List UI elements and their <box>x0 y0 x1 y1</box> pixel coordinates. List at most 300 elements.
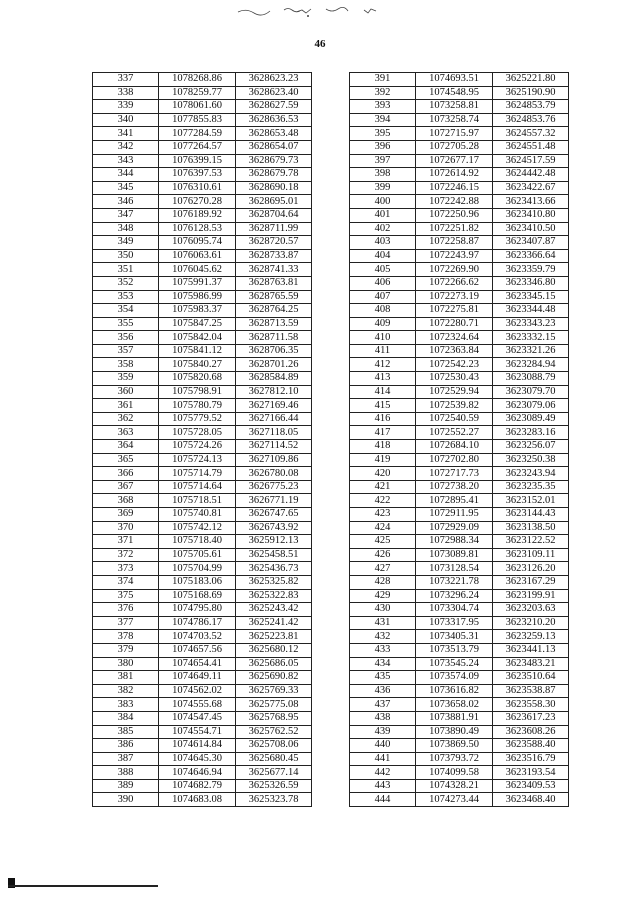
point-number-cell: 339 <box>93 100 159 114</box>
y-coordinate-cell: 3624853.76 <box>493 113 569 127</box>
table-row <box>93 535 312 549</box>
table-row <box>350 589 569 603</box>
table-row <box>93 739 312 753</box>
point-number-cell: 357 <box>93 344 159 358</box>
x-coordinate-cell: 1072363.84 <box>416 344 493 358</box>
table-row <box>350 249 569 263</box>
y-coordinate-cell: 3628733.87 <box>236 249 312 263</box>
table-row <box>93 100 312 114</box>
point-number-cell: 415 <box>350 399 416 413</box>
point-number-cell: 398 <box>350 168 416 182</box>
x-coordinate-cell: 1074554.71 <box>159 725 236 739</box>
x-coordinate-cell: 1074657.56 <box>159 643 236 657</box>
table-row <box>350 426 569 440</box>
point-number-cell: 355 <box>93 317 159 331</box>
x-coordinate-cell: 1072911.95 <box>416 508 493 522</box>
table-row <box>93 317 312 331</box>
point-number-cell: 432 <box>350 630 416 644</box>
y-coordinate-cell: 3623441.13 <box>493 643 569 657</box>
x-coordinate-cell: 1073513.79 <box>416 643 493 657</box>
y-coordinate-cell: 3628706.35 <box>236 344 312 358</box>
x-coordinate-cell: 1072324.64 <box>416 331 493 345</box>
point-number-cell: 338 <box>93 86 159 100</box>
point-number-cell: 353 <box>93 290 159 304</box>
point-number-cell: 418 <box>350 440 416 454</box>
y-coordinate-cell: 3623538.87 <box>493 684 569 698</box>
point-number-cell: 439 <box>350 725 416 739</box>
point-number-cell: 413 <box>350 372 416 386</box>
table-row <box>350 684 569 698</box>
y-coordinate-cell: 3623321.26 <box>493 344 569 358</box>
point-number-cell: 442 <box>350 766 416 780</box>
table-row <box>350 793 569 807</box>
y-coordinate-cell: 3625690.82 <box>236 671 312 685</box>
table-row <box>93 222 312 236</box>
y-coordinate-cell: 3623558.30 <box>493 698 569 712</box>
y-coordinate-cell: 3624442.48 <box>493 168 569 182</box>
y-coordinate-cell: 3626780.08 <box>236 467 312 481</box>
y-coordinate-cell: 3624853.79 <box>493 100 569 114</box>
x-coordinate-cell: 1076128.53 <box>159 222 236 236</box>
table-row <box>93 86 312 100</box>
table-row <box>93 140 312 154</box>
x-coordinate-cell: 1076045.62 <box>159 263 236 277</box>
table-row <box>93 236 312 250</box>
x-coordinate-cell: 1073296.24 <box>416 589 493 603</box>
table-row <box>350 412 569 426</box>
y-coordinate-cell: 3623203.63 <box>493 603 569 617</box>
table-row <box>350 100 569 114</box>
y-coordinate-cell: 3625223.81 <box>236 630 312 644</box>
x-coordinate-cell: 1072529.94 <box>416 385 493 399</box>
y-coordinate-cell: 3623516.79 <box>493 752 569 766</box>
y-coordinate-cell: 3623152.01 <box>493 494 569 508</box>
y-coordinate-cell: 3628741.33 <box>236 263 312 277</box>
table-row <box>350 331 569 345</box>
table-row <box>93 494 312 508</box>
y-coordinate-cell: 3628679.73 <box>236 154 312 168</box>
x-coordinate-cell: 1078259.77 <box>159 86 236 100</box>
y-coordinate-cell: 3628720.57 <box>236 236 312 250</box>
point-number-cell: 424 <box>350 521 416 535</box>
point-number-cell: 374 <box>93 575 159 589</box>
point-number-cell: 436 <box>350 684 416 698</box>
table-row <box>350 494 569 508</box>
y-coordinate-cell: 3623243.94 <box>493 467 569 481</box>
x-coordinate-cell: 1077264.57 <box>159 140 236 154</box>
x-coordinate-cell: 1073258.74 <box>416 113 493 127</box>
point-number-cell: 399 <box>350 181 416 195</box>
table-row <box>350 575 569 589</box>
point-number-cell: 405 <box>350 263 416 277</box>
y-coordinate-cell: 3624557.32 <box>493 127 569 141</box>
point-number-cell: 379 <box>93 643 159 657</box>
point-number-cell: 404 <box>350 249 416 263</box>
x-coordinate-cell: 1076270.28 <box>159 195 236 209</box>
x-coordinate-cell: 1074548.95 <box>416 86 493 100</box>
x-coordinate-cell: 1072715.97 <box>416 127 493 141</box>
y-coordinate-cell: 3624517.59 <box>493 154 569 168</box>
x-coordinate-cell: 1072273.19 <box>416 290 493 304</box>
y-coordinate-cell: 3628627.59 <box>236 100 312 114</box>
x-coordinate-cell: 1072542.23 <box>416 358 493 372</box>
x-coordinate-cell: 1072614.92 <box>416 168 493 182</box>
table-row <box>350 671 569 685</box>
table-row <box>93 548 312 562</box>
y-coordinate-cell: 3623407.87 <box>493 236 569 250</box>
x-coordinate-cell: 1075991.37 <box>159 276 236 290</box>
scan-edge-bar <box>8 878 158 888</box>
x-coordinate-cell: 1073793.72 <box>416 752 493 766</box>
y-coordinate-cell: 3623259.13 <box>493 630 569 644</box>
point-number-cell: 389 <box>93 779 159 793</box>
table-row <box>350 181 569 195</box>
table-row <box>350 657 569 671</box>
y-coordinate-cell: 3623193.54 <box>493 766 569 780</box>
y-coordinate-cell: 3623410.50 <box>493 222 569 236</box>
x-coordinate-cell: 1075820.68 <box>159 372 236 386</box>
x-coordinate-cell: 1072269.90 <box>416 263 493 277</box>
table-row <box>93 440 312 454</box>
point-number-cell: 397 <box>350 154 416 168</box>
table-row <box>93 73 312 87</box>
point-number-cell: 428 <box>350 575 416 589</box>
x-coordinate-cell: 1072717.73 <box>416 467 493 481</box>
x-coordinate-cell: 1075779.52 <box>159 412 236 426</box>
y-coordinate-cell: 3628711.99 <box>236 222 312 236</box>
table-row <box>350 168 569 182</box>
y-coordinate-cell: 3625680.12 <box>236 643 312 657</box>
point-number-cell: 411 <box>350 344 416 358</box>
x-coordinate-cell: 1074683.08 <box>159 793 236 807</box>
x-coordinate-cell: 1074795.80 <box>159 603 236 617</box>
point-number-cell: 375 <box>93 589 159 603</box>
x-coordinate-cell: 1072705.28 <box>416 140 493 154</box>
table-row <box>350 304 569 318</box>
y-coordinate-cell: 3623359.79 <box>493 263 569 277</box>
y-coordinate-cell: 3623422.67 <box>493 181 569 195</box>
y-coordinate-cell: 3625775.08 <box>236 698 312 712</box>
table-row <box>93 508 312 522</box>
table-row <box>93 521 312 535</box>
table-row <box>93 290 312 304</box>
x-coordinate-cell: 1073658.02 <box>416 698 493 712</box>
x-coordinate-cell: 1074703.52 <box>159 630 236 644</box>
y-coordinate-cell: 3628679.78 <box>236 168 312 182</box>
point-number-cell: 417 <box>350 426 416 440</box>
y-coordinate-cell: 3625190.90 <box>493 86 569 100</box>
point-number-cell: 438 <box>350 711 416 725</box>
point-number-cell: 410 <box>350 331 416 345</box>
table-row <box>350 766 569 780</box>
point-number-cell: 360 <box>93 385 159 399</box>
y-coordinate-cell: 3628654.07 <box>236 140 312 154</box>
table-row <box>350 711 569 725</box>
x-coordinate-cell: 1073258.81 <box>416 100 493 114</box>
x-coordinate-cell: 1072251.82 <box>416 222 493 236</box>
x-coordinate-cell: 1073890.49 <box>416 725 493 739</box>
y-coordinate-cell: 3626743.92 <box>236 521 312 535</box>
x-coordinate-cell: 1074693.51 <box>416 73 493 87</box>
y-coordinate-cell: 3623344.48 <box>493 304 569 318</box>
point-number-cell: 363 <box>93 426 159 440</box>
x-coordinate-cell: 1072929.09 <box>416 521 493 535</box>
point-number-cell: 388 <box>93 766 159 780</box>
y-coordinate-cell: 3627169.46 <box>236 399 312 413</box>
point-number-cell: 369 <box>93 508 159 522</box>
x-coordinate-cell: 1075718.51 <box>159 494 236 508</box>
point-number-cell: 352 <box>93 276 159 290</box>
point-number-cell: 407 <box>350 290 416 304</box>
point-number-cell: 373 <box>93 562 159 576</box>
table-row <box>93 399 312 413</box>
table-row <box>350 236 569 250</box>
x-coordinate-cell: 1075842.04 <box>159 331 236 345</box>
table-row <box>93 725 312 739</box>
y-coordinate-cell: 3623088.79 <box>493 372 569 386</box>
point-number-cell: 420 <box>350 467 416 481</box>
point-number-cell: 354 <box>93 304 159 318</box>
table-row <box>350 276 569 290</box>
y-coordinate-cell: 3625686.05 <box>236 657 312 671</box>
y-coordinate-cell: 3628623.40 <box>236 86 312 100</box>
y-coordinate-cell: 3624551.48 <box>493 140 569 154</box>
y-coordinate-cell: 3625708.06 <box>236 739 312 753</box>
point-number-cell: 380 <box>93 657 159 671</box>
x-coordinate-cell: 1072530.43 <box>416 372 493 386</box>
y-coordinate-cell: 3628701.26 <box>236 358 312 372</box>
x-coordinate-cell: 1075714.64 <box>159 480 236 494</box>
y-coordinate-cell: 3623366.64 <box>493 249 569 263</box>
table-row <box>93 671 312 685</box>
x-coordinate-cell: 1075847.25 <box>159 317 236 331</box>
point-number-cell: 444 <box>350 793 416 807</box>
point-number-cell: 382 <box>93 684 159 698</box>
x-coordinate-cell: 1075183.06 <box>159 575 236 589</box>
y-coordinate-cell: 3626747.65 <box>236 508 312 522</box>
page-number: 46 <box>314 38 326 50</box>
point-number-cell: 435 <box>350 671 416 685</box>
point-number-cell: 350 <box>93 249 159 263</box>
point-number-cell: 362 <box>93 412 159 426</box>
point-number-cell: 370 <box>93 521 159 535</box>
y-coordinate-cell: 3623588.40 <box>493 739 569 753</box>
point-number-cell: 386 <box>93 739 159 753</box>
y-coordinate-cell: 3628695.01 <box>236 195 312 209</box>
coordinates-table-left-body <box>93 73 312 807</box>
x-coordinate-cell: 1074547.45 <box>159 711 236 725</box>
y-coordinate-cell: 3627166.44 <box>236 412 312 426</box>
point-number-cell: 409 <box>350 317 416 331</box>
point-number-cell: 359 <box>93 372 159 386</box>
table-row <box>93 616 312 630</box>
table-row <box>350 317 569 331</box>
point-number-cell: 358 <box>93 358 159 372</box>
x-coordinate-cell: 1075718.40 <box>159 535 236 549</box>
y-coordinate-cell: 3628764.25 <box>236 304 312 318</box>
x-coordinate-cell: 1073221.78 <box>416 575 493 589</box>
point-number-cell: 344 <box>93 168 159 182</box>
table-row <box>350 535 569 549</box>
point-number-cell: 425 <box>350 535 416 549</box>
point-number-cell: 383 <box>93 698 159 712</box>
x-coordinate-cell: 1074654.41 <box>159 657 236 671</box>
x-coordinate-cell: 1074682.79 <box>159 779 236 793</box>
coordinates-table-right <box>349 72 569 807</box>
point-number-cell: 414 <box>350 385 416 399</box>
point-number-cell: 426 <box>350 548 416 562</box>
y-coordinate-cell: 3625326.59 <box>236 779 312 793</box>
x-coordinate-cell: 1076310.61 <box>159 181 236 195</box>
x-coordinate-cell: 1075841.12 <box>159 344 236 358</box>
point-number-cell: 364 <box>93 440 159 454</box>
table-row <box>350 263 569 277</box>
x-coordinate-cell: 1076397.53 <box>159 168 236 182</box>
table-row <box>350 154 569 168</box>
y-coordinate-cell: 3627812.10 <box>236 385 312 399</box>
point-number-cell: 395 <box>350 127 416 141</box>
x-coordinate-cell: 1072243.97 <box>416 249 493 263</box>
table-row <box>350 372 569 386</box>
y-coordinate-cell: 3625769.33 <box>236 684 312 698</box>
y-coordinate-cell: 3626775.23 <box>236 480 312 494</box>
x-coordinate-cell: 1078268.86 <box>159 73 236 87</box>
y-coordinate-cell: 3625762.52 <box>236 725 312 739</box>
point-number-cell: 340 <box>93 113 159 127</box>
y-coordinate-cell: 3627114.52 <box>236 440 312 454</box>
y-coordinate-cell: 3628713.59 <box>236 317 312 331</box>
y-coordinate-cell: 3625677.14 <box>236 766 312 780</box>
y-coordinate-cell: 3623343.23 <box>493 317 569 331</box>
table-row <box>93 412 312 426</box>
point-number-cell: 408 <box>350 304 416 318</box>
point-number-cell: 341 <box>93 127 159 141</box>
x-coordinate-cell: 1072275.81 <box>416 304 493 318</box>
table-row <box>93 453 312 467</box>
point-number-cell: 406 <box>350 276 416 290</box>
y-coordinate-cell: 3623346.80 <box>493 276 569 290</box>
table-row <box>350 208 569 222</box>
point-number-cell: 421 <box>350 480 416 494</box>
x-coordinate-cell: 1074646.94 <box>159 766 236 780</box>
y-coordinate-cell: 3623608.26 <box>493 725 569 739</box>
table-row <box>93 195 312 209</box>
x-coordinate-cell: 1077284.59 <box>159 127 236 141</box>
x-coordinate-cell: 1072684.10 <box>416 440 493 454</box>
table-row <box>350 385 569 399</box>
y-coordinate-cell: 3623122.52 <box>493 535 569 549</box>
table-row <box>93 603 312 617</box>
table-row <box>93 562 312 576</box>
y-coordinate-cell: 3625436.73 <box>236 562 312 576</box>
y-coordinate-cell: 3623250.38 <box>493 453 569 467</box>
point-number-cell: 443 <box>350 779 416 793</box>
table-row <box>93 643 312 657</box>
point-number-cell: 345 <box>93 181 159 195</box>
y-coordinate-cell: 3623079.06 <box>493 399 569 413</box>
y-coordinate-cell: 3625221.80 <box>493 73 569 87</box>
coordinates-table-right-body <box>350 73 569 807</box>
point-number-cell: 423 <box>350 508 416 522</box>
x-coordinate-cell: 1073616.82 <box>416 684 493 698</box>
table-row <box>350 752 569 766</box>
x-coordinate-cell: 1076095.74 <box>159 236 236 250</box>
table-row <box>350 630 569 644</box>
point-number-cell: 343 <box>93 154 159 168</box>
table-row <box>93 372 312 386</box>
table-row <box>93 779 312 793</box>
table-row <box>350 739 569 753</box>
table-row <box>350 358 569 372</box>
x-coordinate-cell: 1074614.84 <box>159 739 236 753</box>
table-row <box>93 589 312 603</box>
point-number-cell: 348 <box>93 222 159 236</box>
point-number-cell: 366 <box>93 467 159 481</box>
y-coordinate-cell: 3627109.86 <box>236 453 312 467</box>
point-number-cell: 403 <box>350 236 416 250</box>
x-coordinate-cell: 1073881.91 <box>416 711 493 725</box>
point-number-cell: 393 <box>350 100 416 114</box>
y-coordinate-cell: 3623468.40 <box>493 793 569 807</box>
table-row <box>350 86 569 100</box>
table-row <box>350 140 569 154</box>
x-coordinate-cell: 1073317.95 <box>416 616 493 630</box>
point-number-cell: 378 <box>93 630 159 644</box>
table-row <box>93 331 312 345</box>
point-number-cell: 390 <box>93 793 159 807</box>
y-coordinate-cell: 3626771.19 <box>236 494 312 508</box>
x-coordinate-cell: 1072895.41 <box>416 494 493 508</box>
table-row <box>93 276 312 290</box>
table-row <box>93 752 312 766</box>
y-coordinate-cell: 3625241.42 <box>236 616 312 630</box>
point-number-cell: 346 <box>93 195 159 209</box>
x-coordinate-cell: 1075704.99 <box>159 562 236 576</box>
table-row <box>350 603 569 617</box>
point-number-cell: 431 <box>350 616 416 630</box>
table-row <box>350 548 569 562</box>
y-coordinate-cell: 3623413.66 <box>493 195 569 209</box>
table-row <box>93 480 312 494</box>
point-number-cell: 349 <box>93 236 159 250</box>
table-row <box>93 113 312 127</box>
y-coordinate-cell: 3625243.42 <box>236 603 312 617</box>
table-row <box>93 385 312 399</box>
x-coordinate-cell: 1074099.58 <box>416 766 493 780</box>
table-row <box>350 290 569 304</box>
table-row <box>93 344 312 358</box>
table-row <box>350 643 569 657</box>
y-coordinate-cell: 3623079.70 <box>493 385 569 399</box>
y-coordinate-cell: 3625458.51 <box>236 548 312 562</box>
point-number-cell: 342 <box>93 140 159 154</box>
table-row <box>93 263 312 277</box>
table-row <box>350 399 569 413</box>
point-number-cell: 392 <box>350 86 416 100</box>
table-row <box>93 766 312 780</box>
table-row <box>93 154 312 168</box>
point-number-cell: 377 <box>93 616 159 630</box>
y-coordinate-cell: 3625325.82 <box>236 575 312 589</box>
table-row <box>93 249 312 263</box>
x-coordinate-cell: 1073405.31 <box>416 630 493 644</box>
x-coordinate-cell: 1076189.92 <box>159 208 236 222</box>
y-coordinate-cell: 3623332.15 <box>493 331 569 345</box>
x-coordinate-cell: 1076063.61 <box>159 249 236 263</box>
x-coordinate-cell: 1072552.27 <box>416 426 493 440</box>
point-number-cell: 394 <box>350 113 416 127</box>
x-coordinate-cell: 1072738.20 <box>416 480 493 494</box>
